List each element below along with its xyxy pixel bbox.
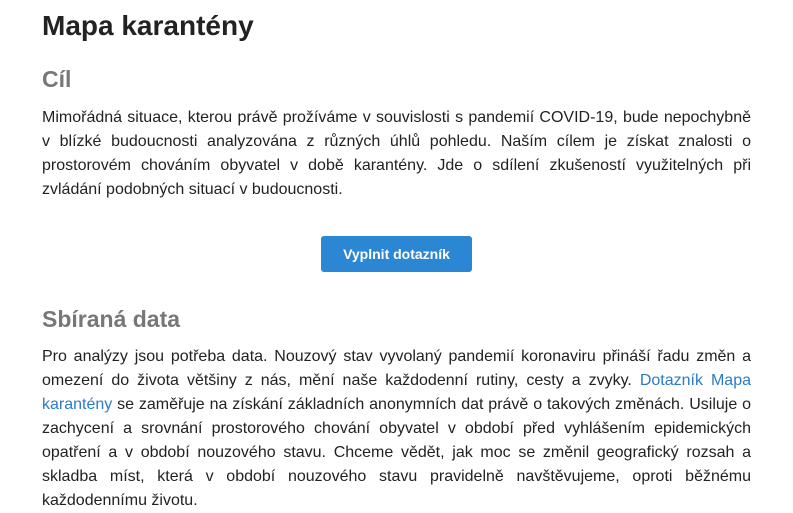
- collected-data-paragraph: [42, 345, 751, 513]
- collected-data-heading: Sbíraná data: [42, 306, 181, 332]
- collected-data-text-part2: se zaměřuje na získání základních anonymních dat právě o takových změnách. Usiluje o zachycení a srovnání prostorového chování obyvatel v období před vyhlášením epidemických opatření a v období nouzového stavu. Chceme vědět, jak moc se změnil geografický rozsah a skladba míst, která v období nouzového stavu pravidelně navštěvujeme, oproti běžnému každodennímu životu.: [42, 396, 751, 509]
- questionnaire-link[interactable]: Dotazník Mapa karantény: [42, 372, 752, 413]
- goal-paragraph: Mimořádná situace, kterou právě prožíváme v souvislosti s pandemií COVID-19, bude nepochybně v blízké budoucnosti analyzována z různých úhlů pohledu. Naším cílem je získat znalosti o prostorovém chováním obyvatel v době karantény. Jde o sdílení zkušeností využitelných při zvládání podobných situací v budoucnosti.: [42, 109, 751, 198]
- collected-data-text-part1: Pro analýzy jsou potřeba data. Nouzový stav vyvolaný pandemií koronaviru přináší řadu změn a omezení do života většiny z nás, mění naše každodenní rutiny, cesty a zvyky.: [42, 348, 751, 389]
- goal-heading: Cíl: [42, 66, 72, 92]
- page-title: Mapa karantény: [42, 10, 254, 41]
- cta-container: [42, 236, 751, 272]
- fill-questionnaire-button[interactable]: Vyplnit dotazník: [321, 236, 472, 272]
